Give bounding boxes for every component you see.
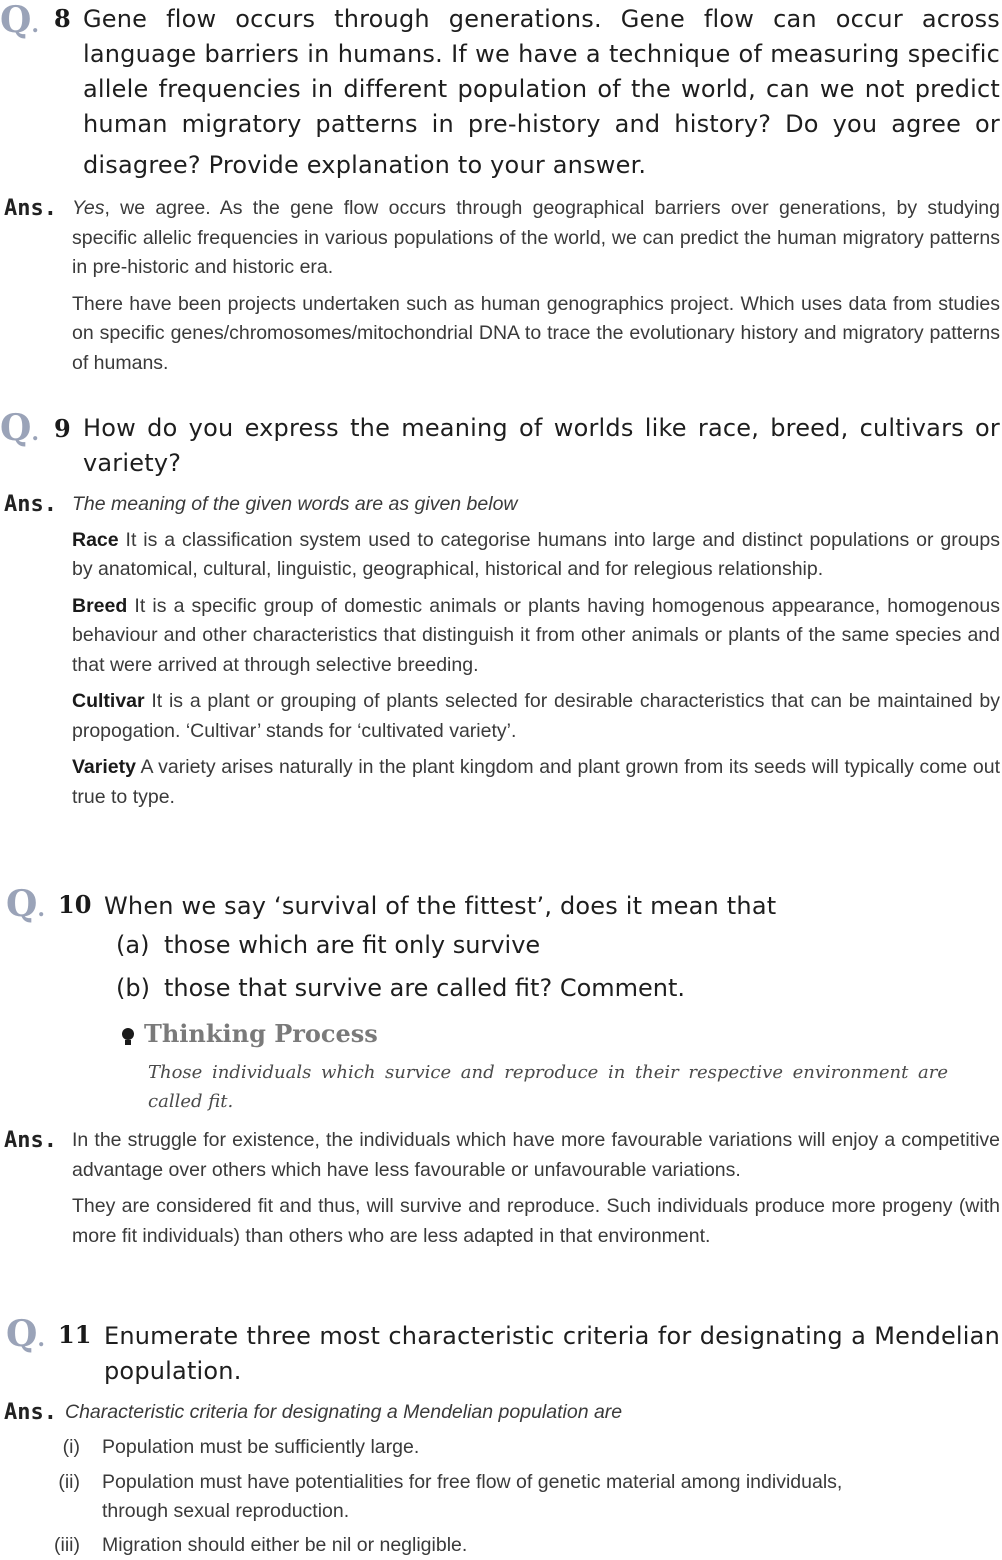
definition-race: Race It is a classification system used to categorise humans into large and distinct populations or groups by anatomical, cultural, linguistic, geographical, historical and for relegious relationship.	[72, 528, 1000, 580]
term-cultivar: Cultivar	[72, 690, 145, 712]
answer-text	[72, 490, 1000, 812]
list-text: Population must be sufficiently large.	[102, 1436, 420, 1458]
question-mark: Q.	[0, 407, 40, 449]
list-text: Migration should either be nil or negligible.	[102, 1534, 468, 1556]
question-mark: Q.	[0, 0, 40, 41]
term-variety: Variety	[72, 756, 136, 778]
answer-text	[72, 1126, 1000, 1251]
option-label: (b)	[116, 974, 150, 1002]
list-text-continued: through sexual reproduction.	[102, 1500, 350, 1522]
thinking-process-heading: Thinking Process	[122, 1019, 378, 1048]
option-b: (b) those that survive are called fit? Comment.	[116, 974, 686, 1002]
option-a: (a) those which are fit only survive	[116, 931, 541, 959]
list-numeral: (iii)	[54, 1534, 80, 1556]
answer-intro: Characteristic criteria for designating a Mendelian population are	[65, 1401, 623, 1423]
lightbulb-icon	[122, 1028, 134, 1040]
term-breed: Breed	[72, 594, 128, 617]
answer-paragraph: They are considered fit and thus, will survive and reproduce. Such individuals produce more progeny (with more fit individuals) than others who are less adapted in that environment.	[72, 1195, 1000, 1247]
list-numeral: (i)	[62, 1436, 80, 1458]
answer-paragraph: Yes, we agree. As the gene flow occurs through geographical barriers over generations, by studying specific allelic frequencies in various populations of the world, we can predict the human migratory patterns in pre-historic and historic era.	[72, 197, 1000, 278]
list-item	[40, 1468, 1000, 1528]
question-number: 10	[58, 890, 92, 919]
question-text	[83, 411, 1000, 481]
thinking-process-text: Those individuals which survice and reproduce in their respective environment are called fit.	[148, 1062, 948, 1112]
answer-label: Ans.	[4, 492, 57, 517]
definition-cultivar: Cultivar It is a plant or grouping of plants selected for desirable characteristics that can be maintained by propogation. ‘Cultivar’ stands for ‘cultivated variety’.	[72, 690, 1000, 742]
question-number: 11	[58, 1320, 92, 1349]
question-number: 9	[54, 414, 71, 443]
question-line: Gene flow occurs through generations. Gene flow can occur across	[83, 5, 1000, 33]
question-line: allele frequencies in different population of the world, can we not predict	[83, 75, 1000, 103]
question-line: variety?	[83, 449, 182, 477]
question-line: How do you express the meaning of worlds like race, breed, cultivars or	[83, 414, 1000, 442]
answer-paragraph: There have been projects undertaken such as human genographics project. Which uses data from studies on specific genes/chromosomes/mitochondrial DNA to trace the evolutionary history and migratory patterns of humans.	[72, 292, 1000, 374]
question-number: 8	[54, 4, 71, 33]
answer-intro: The meaning of the given words are as given below	[72, 493, 518, 515]
question-text	[83, 2, 1000, 183]
question-line: Enumerate three most characteristic criteria for designating a Mendelian	[104, 1322, 1000, 1350]
definition-variety: Variety A variety arises naturally in the plant kingdom and plant grown from its seeds will typically come out true to type.	[72, 756, 1000, 808]
question-mark: Q.	[6, 883, 46, 925]
answer-label: Ans.	[4, 1128, 57, 1153]
term-race: Race	[72, 528, 119, 551]
question-mark: Q.	[6, 1313, 46, 1355]
answer-text	[72, 194, 1000, 378]
list-text: Population must have potentialities for free flow of genetic material among individuals,	[102, 1471, 843, 1493]
answer-label: Ans.	[4, 1400, 57, 1425]
answer-lead: Yes	[72, 197, 105, 219]
question-line: human migratory patterns in pre-history and history? Do you agree or	[83, 110, 1000, 138]
definition-breed: Breed It is a specific group of domestic animals or plants having homogenous appearance, homogenous behaviour and other characteristics that distinguish it from other animals or plants of the same species and that were arrived at through selective breeding.	[72, 594, 1000, 676]
question-line: disagree? Provide explanation to your answer.	[83, 151, 647, 179]
question-line: population.	[104, 1357, 242, 1385]
question-text: When we say ‘survival of the fittest’, does it mean that	[104, 892, 777, 920]
answer-label: Ans.	[4, 196, 57, 221]
question-line: language barriers in humans. If we have a technique of measuring specific	[83, 40, 1000, 68]
list-numeral: (ii)	[58, 1471, 80, 1493]
option-label: (a)	[116, 931, 150, 959]
question-text	[104, 1319, 1000, 1389]
answer-paragraph: In the struggle for existence, the individuals which have more favourable variations will enjoy a competitive advantage over others which have less favourable or unfavourable variations.	[72, 1129, 1000, 1181]
